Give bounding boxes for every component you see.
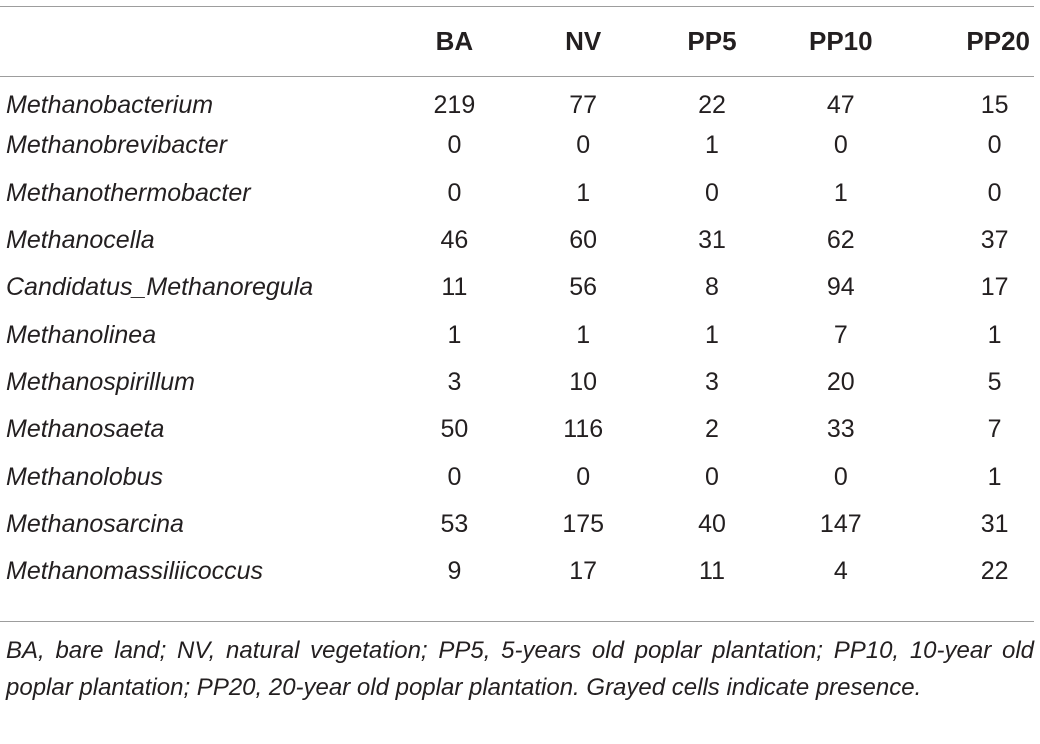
count-cell: 22 <box>980 557 1009 586</box>
methanogen-table <box>0 8 1034 595</box>
genus-name-cell: Candidatus_Methanoregula <box>6 273 314 302</box>
count-cell: 10 <box>569 367 598 396</box>
table-row <box>0 406 1034 453</box>
count-cell: 1 <box>833 178 848 207</box>
count-cell: 116 <box>563 415 604 444</box>
count-cell: 17 <box>569 557 598 586</box>
count-cell: 56 <box>569 273 598 302</box>
count-cell: 1 <box>705 131 719 160</box>
table-row <box>0 501 1034 548</box>
genus-name-cell: Methanobrevibacter <box>6 131 227 160</box>
column-header-pp10: PP10 <box>808 26 873 56</box>
count-cell: 37 <box>980 226 1009 255</box>
table-row <box>0 170 1034 217</box>
table-row <box>0 311 1034 358</box>
count-cell: 0 <box>833 131 848 160</box>
count-cell: 9 <box>447 557 462 586</box>
table-row <box>0 548 1034 595</box>
genus-name-cell: Methanomassiliicoccus <box>6 557 264 586</box>
table-row <box>0 359 1034 406</box>
count-cell: 77 <box>569 91 598 120</box>
count-cell: 33 <box>826 415 855 444</box>
column-header-pp5: PP5 <box>687 26 737 56</box>
count-cell: 22 <box>698 91 726 120</box>
genus-name-cell: Methanolobus <box>6 462 164 491</box>
header-row <box>0 8 1034 75</box>
table-row <box>0 453 1034 500</box>
count-cell: 5 <box>987 367 1002 396</box>
genus-name-cell: Methanosaeta <box>6 415 165 444</box>
count-cell: 0 <box>447 462 462 491</box>
count-cell: 1 <box>987 462 1002 491</box>
genus-name-cell: Methanospirillum <box>6 367 195 396</box>
count-cell: 0 <box>447 178 462 207</box>
count-cell: 11 <box>441 273 468 302</box>
column-header-ba: BA <box>435 26 474 56</box>
count-cell: 0 <box>705 462 719 491</box>
count-cell: 0 <box>576 462 591 491</box>
count-cell: 0 <box>447 131 462 160</box>
table-row <box>0 217 1034 264</box>
genus-name-cell: Methanothermobacter <box>6 178 251 207</box>
count-cell: 40 <box>698 509 726 538</box>
table-body <box>0 75 1034 595</box>
count-cell: 17 <box>980 273 1009 302</box>
count-cell: 147 <box>819 509 862 538</box>
count-cell: 7 <box>987 415 1002 444</box>
count-cell: 0 <box>576 131 591 160</box>
count-cell: 11 <box>699 557 725 586</box>
count-cell: 1 <box>987 320 1002 349</box>
genus-name-cell: Methanocella <box>6 226 155 255</box>
count-cell: 175 <box>562 509 605 538</box>
count-cell: 31 <box>980 509 1009 538</box>
count-cell: 1 <box>705 320 719 349</box>
genus-name-cell: Methanosarcina <box>6 509 184 538</box>
count-cell: 62 <box>826 226 855 255</box>
table-header <box>0 8 1034 75</box>
count-cell: 53 <box>440 509 469 538</box>
count-cell: 20 <box>826 367 855 396</box>
count-cell: 0 <box>705 178 719 207</box>
count-cell: 50 <box>440 415 469 444</box>
count-cell: 1 <box>447 320 462 349</box>
count-cell: 0 <box>987 131 1002 160</box>
count-cell: 3 <box>447 367 462 396</box>
table-footnote: BA, bare land; NV, natural vegetation; PP5, 5-years old poplar plantation; PP10, 10-year old poplar plantation; PP20, 20-year old poplar plantation. Grayed cells indicate presence. <box>6 637 1034 701</box>
top-rule <box>0 6 1034 7</box>
count-cell: 7 <box>833 320 848 349</box>
count-cell: 0 <box>833 462 848 491</box>
count-cell: 8 <box>705 273 719 302</box>
table-row <box>0 75 1034 122</box>
table-row <box>0 122 1034 169</box>
count-cell: 60 <box>569 226 598 255</box>
column-header-genus <box>0 8 390 75</box>
count-cell: 1 <box>576 320 591 349</box>
table-row <box>0 264 1034 311</box>
bottom-rule <box>0 621 1034 622</box>
count-cell: 1 <box>576 178 591 207</box>
genus-name-cell: Methanobacterium <box>6 91 214 120</box>
count-cell: 47 <box>826 91 855 120</box>
count-cell: 2 <box>705 415 719 444</box>
count-cell: 46 <box>440 226 469 255</box>
column-header-pp20: PP20 <box>966 26 1030 56</box>
count-cell: 0 <box>987 178 1002 207</box>
count-cell: 94 <box>826 273 855 302</box>
count-cell: 15 <box>980 91 1009 120</box>
count-cell: 4 <box>833 557 848 586</box>
count-cell: 31 <box>698 226 726 255</box>
genus-name-cell: Methanolinea <box>6 320 157 349</box>
count-cell: 219 <box>433 91 476 120</box>
count-cell: 3 <box>705 367 719 396</box>
column-header-nv: NV <box>565 26 602 56</box>
